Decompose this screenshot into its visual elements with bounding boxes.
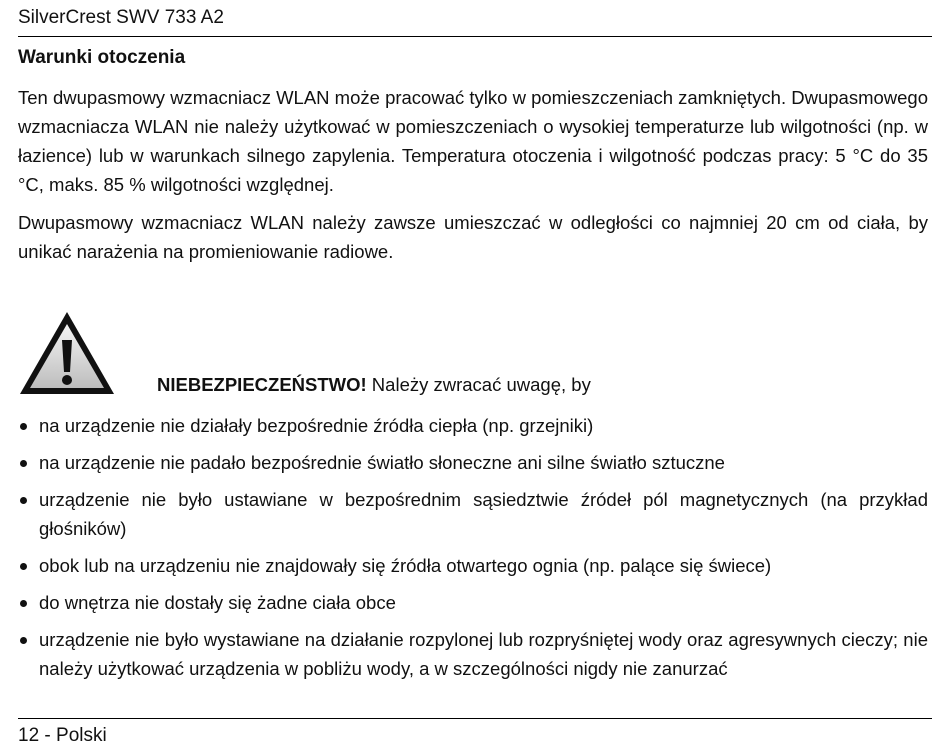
danger-text: Należy zwracać uwagę, by (366, 374, 591, 395)
list-item (18, 551, 928, 580)
list-item-text: urządzenie nie było wystawiane na działanie rozpylonej lub rozpryśniętej wody oraz agresywnych cieczy; nie należy użytkować urządzenia w pobliżu wody, a w szczególności nigdy nie zanurzać (39, 629, 928, 679)
section-title: Warunki otoczenia (18, 47, 186, 68)
bullet-icon (20, 600, 27, 607)
page-number: 12 - Polski (18, 725, 107, 746)
bullet-icon (20, 563, 27, 570)
list-item (18, 485, 928, 543)
bullet-icon (20, 497, 27, 504)
precaution-list (18, 411, 928, 691)
bullet-icon (20, 637, 27, 644)
list-item (18, 448, 928, 477)
list-item (18, 625, 928, 683)
list-item (18, 588, 928, 617)
list-item-text: na urządzenie nie działały bezpośrednie źródła ciepła (np. grzejniki) (39, 415, 594, 436)
danger-notice (157, 370, 591, 399)
paragraph-environment: Ten dwupasmowy wzmacniacz WLAN może pracować tylko w pomieszczeniach zamkniętych. Dwupasmowego wzmacniacza WLAN nie należy użytkować w pomieszczeniach o wysokiej temperaturze lub wilgotności (np. w łazience) lub w warunkach silnego zapylenia. Temperatura otoczenia i wilgotność podczas pracy: 5 °C do 35 °C, maks. 85 % wilgotności względnej. (18, 87, 928, 195)
bullet-icon (20, 460, 27, 467)
paragraph-distance: Dwupasmowy wzmacniacz WLAN należy zawsze umieszczać w odległości co najmniej 20 cm od ciała, by unikać narażenia na promieniowanie radiowe. (18, 212, 928, 262)
list-item-text: urządzenie nie było ustawiane w bezpośrednim sąsiedztwie źródeł pól magnetycznych (na przykład głośników) (39, 489, 928, 539)
warning-triangle-icon (18, 310, 116, 396)
list-item-text: na urządzenie nie padało bezpośrednie światło słoneczne ani silne światło sztuczne (39, 452, 725, 473)
bullet-icon (20, 423, 27, 430)
page-footer (18, 718, 932, 747)
danger-label: NIEBEZPIECZEŃSTWO! (157, 374, 367, 395)
page-header: SilverCrest SWV 733 A2 (18, 7, 932, 37)
list-item-text: do wnętrza nie dostały się żadne ciała obce (39, 592, 396, 613)
list-item (18, 411, 928, 440)
list-item-text: obok lub na urządzeniu nie znajdowały się źródła otwartego ognia (np. palące się świece) (39, 555, 772, 576)
